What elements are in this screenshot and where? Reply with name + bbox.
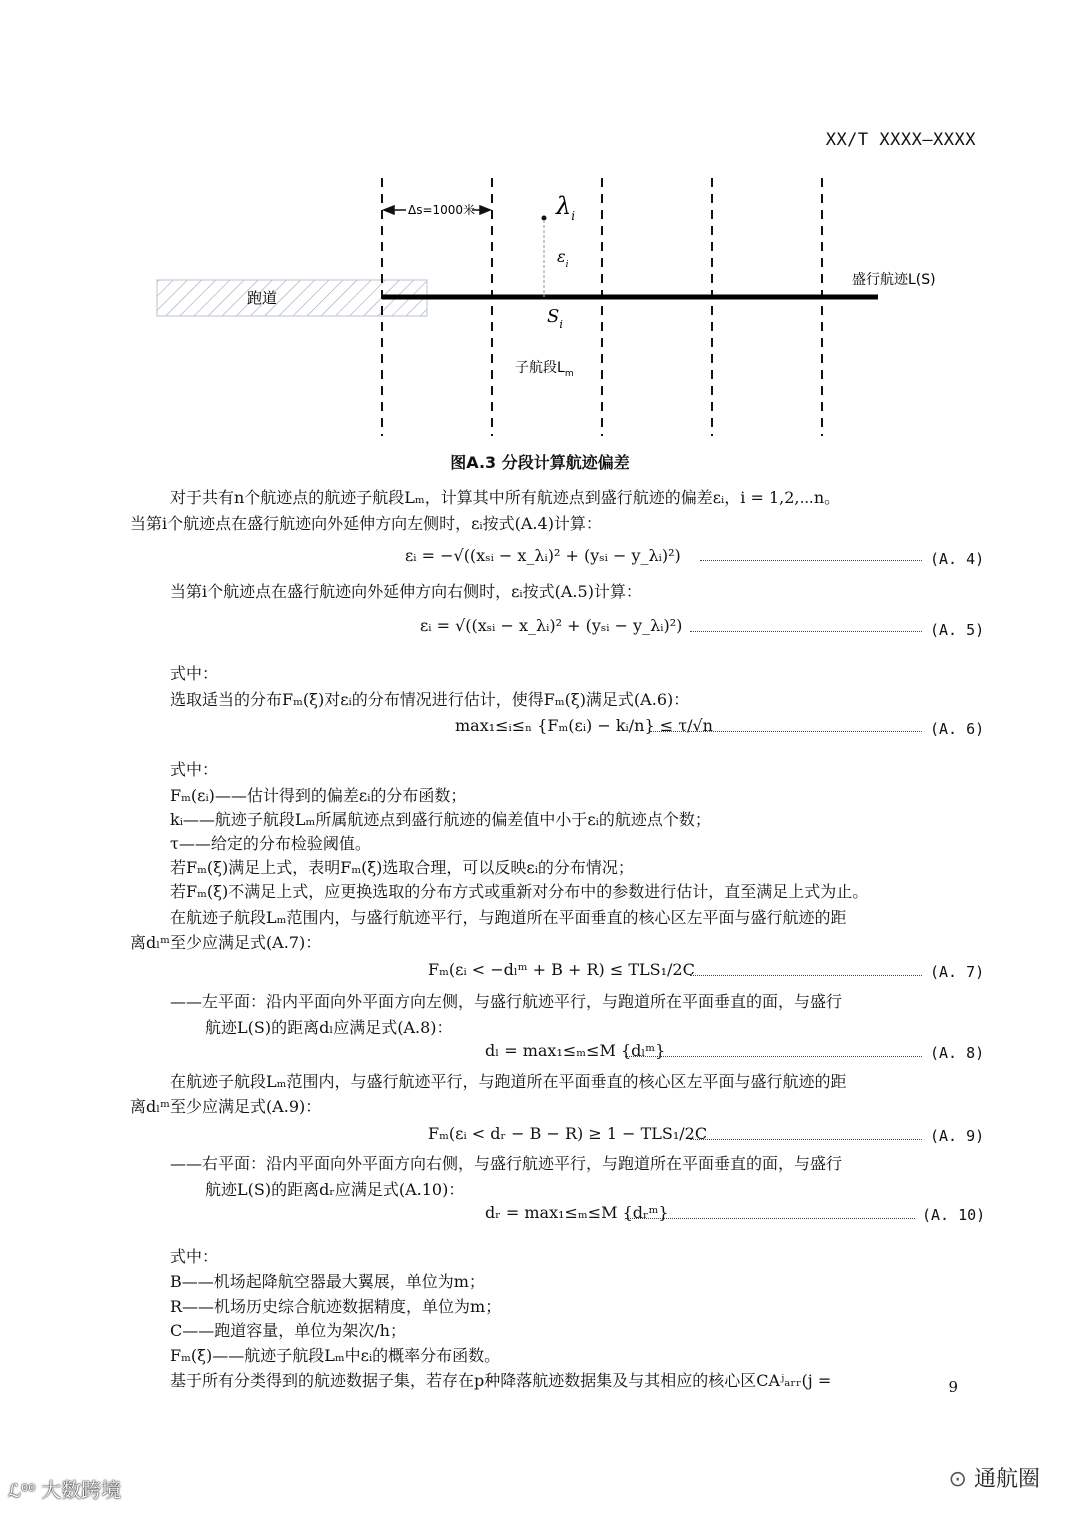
equation-number: (A. 10)	[922, 1206, 986, 1224]
delta-s-label: Δs=1000米	[408, 203, 476, 217]
equation-a8: dₗ = max₁≤ₘ≤M {dₗᵐ}	[485, 1041, 666, 1060]
watermark-left: ℒ⁰⁰ 大数跨境	[8, 1478, 122, 1502]
equation-number: (A. 9)	[930, 1127, 985, 1145]
paragraph: ——左平面：沿内平面向外平面方向左侧，与盛行航迹平行，与跑道所在平面垂直的面，与盛行	[170, 992, 843, 1011]
leader-dots	[625, 1056, 922, 1057]
paragraph: 基于所有分类得到的航迹数据子集，若存在p种降落航迹数据集及与其相应的核心区CAʲₐᵣᵣ(j =	[170, 1371, 832, 1390]
document-code: XX/T XXXX—XXXX	[825, 130, 976, 150]
definition: R——机场历史综合航迹数据精度，单位为m；	[170, 1297, 502, 1316]
paragraph: ——右平面：沿内平面向外平面方向右侧，与盛行航迹平行，与跑道所在平面垂直的面，与盛行	[170, 1154, 843, 1173]
paragraph: 选取适当的分布Fₘ(ξ)对εᵢ的分布情况进行估计，使得Fₘ(ξ)满足式(A.6)：	[170, 690, 690, 709]
leader-dots	[690, 975, 922, 976]
watermark-logo-icon: ℒ⁰⁰	[8, 1481, 42, 1502]
page-number: 9	[948, 1378, 958, 1396]
paragraph: 离dₗᵐ至少应满足式(A.9)：	[130, 1097, 322, 1116]
paragraph: 离dₗᵐ至少应满足式(A.7)：	[130, 933, 322, 952]
leader-dots	[700, 560, 922, 561]
watermark-right: ⊙ 通航圈	[948, 1467, 1040, 1492]
paragraph: 式中：	[170, 664, 219, 683]
segment-label: 子航段$L_m$	[515, 360, 574, 379]
paragraph: 在航迹子航段Lₘ范围内，与盛行航迹平行，与跑道所在平面垂直的核心区左平面与盛行航迹的距	[170, 1072, 847, 1091]
s-label: $S_i$	[547, 306, 563, 331]
paragraph: 当第i个航迹点在盛行航迹向外延伸方向左侧时，εᵢ按式(A.4)计算：	[130, 514, 602, 533]
leader-dots	[625, 1218, 915, 1219]
definition: τ——给定的分布检验阈值。	[170, 834, 371, 853]
track-label: 盛行航迹L(S)	[852, 272, 936, 288]
paragraph: 在航迹子航段Lₘ范围内，与盛行航迹平行，与跑道所在平面垂直的核心区左平面与盛行航迹的距	[170, 908, 847, 927]
runway-label: 跑道	[247, 289, 278, 307]
paragraph: 对于共有n个航迹点的航迹子航段Lₘ，计算其中所有航迹点到盛行航迹的偏差εᵢ，i = 1,2,⋯n。	[170, 488, 841, 507]
definition: Fₘ(ξ)——航迹子航段Lₘ中εᵢ的概率分布函数。	[170, 1346, 501, 1365]
equation-number: (A. 6)	[930, 720, 985, 738]
definition: B——机场起降航空器最大翼展，单位为m；	[170, 1272, 485, 1291]
definition: kᵢ——航迹子航段Lₘ所属航迹点到盛行航迹的偏差值中小于εᵢ的航迹点个数；	[170, 810, 711, 829]
paragraph: 航迹L(S)的距离dᵣ应满足式(A.10)：	[205, 1180, 465, 1199]
paragraph: 式中：	[170, 760, 219, 779]
leader-dots	[650, 731, 922, 732]
equation-number: (A. 7)	[930, 963, 985, 981]
paragraph: 若Fₘ(ξ)不满足上式，应更换选取的分布方式或重新对分布中的参数进行估计，直至满足上式为止。	[170, 882, 869, 901]
paragraph: 若Fₘ(ξ)满足上式，表明Fₘ(ξ)选取合理，可以反映εᵢ的分布情况；	[170, 858, 634, 877]
equation-a7: Fₘ(εᵢ < −dₗᵐ + B + R) ≤ TLS₁/2C	[428, 960, 695, 979]
figure-caption: 图A.3 分段计算航迹偏差	[450, 453, 630, 472]
paragraph: 当第i个航迹点在盛行航迹向外延伸方向右侧时，εᵢ按式(A.5)计算：	[170, 582, 642, 601]
epsilon-label: $\varepsilon_i$	[557, 247, 569, 270]
equation-a5: εᵢ = √((xₛᵢ − x_λᵢ)² + (yₛᵢ − y_λᵢ)²)	[420, 616, 683, 635]
leader-dots	[690, 1139, 922, 1140]
equation-a6: max₁≤ᵢ≤ₙ {Fₘ(εᵢ) − kᵢ/n} ≤ τ/√n	[455, 716, 713, 735]
equation-a4: εᵢ = −√((xₛᵢ − x_λᵢ)² + (yₛᵢ − y_λᵢ)²)	[405, 546, 681, 565]
paragraph: 式中：	[170, 1247, 219, 1266]
equation-number: (A. 4)	[930, 550, 985, 568]
leader-dots	[690, 631, 922, 632]
paragraph: 航迹L(S)的距离dₗ应满足式(A.8)：	[205, 1018, 453, 1037]
equation-a10: dᵣ = max₁≤ₘ≤M {dᵣᵐ}	[485, 1203, 669, 1222]
track-point-lambda	[542, 216, 547, 221]
equation-number: (A. 8)	[930, 1044, 985, 1062]
definition: Fₘ(εᵢ)——估计得到的偏差εᵢ的分布函数；	[170, 786, 467, 805]
equation-number: (A. 5)	[930, 621, 985, 639]
figure-a3	[0, 170, 1080, 450]
equation-a9: Fₘ(εᵢ < dᵣ − B − R) ≥ 1 − TLS₁/2C	[428, 1124, 708, 1143]
wechat-icon: ⊙	[948, 1467, 974, 1492]
definition: C——跑道容量，单位为架次/h；	[170, 1321, 406, 1340]
lambda-label: $\lambda_i$	[556, 192, 576, 223]
